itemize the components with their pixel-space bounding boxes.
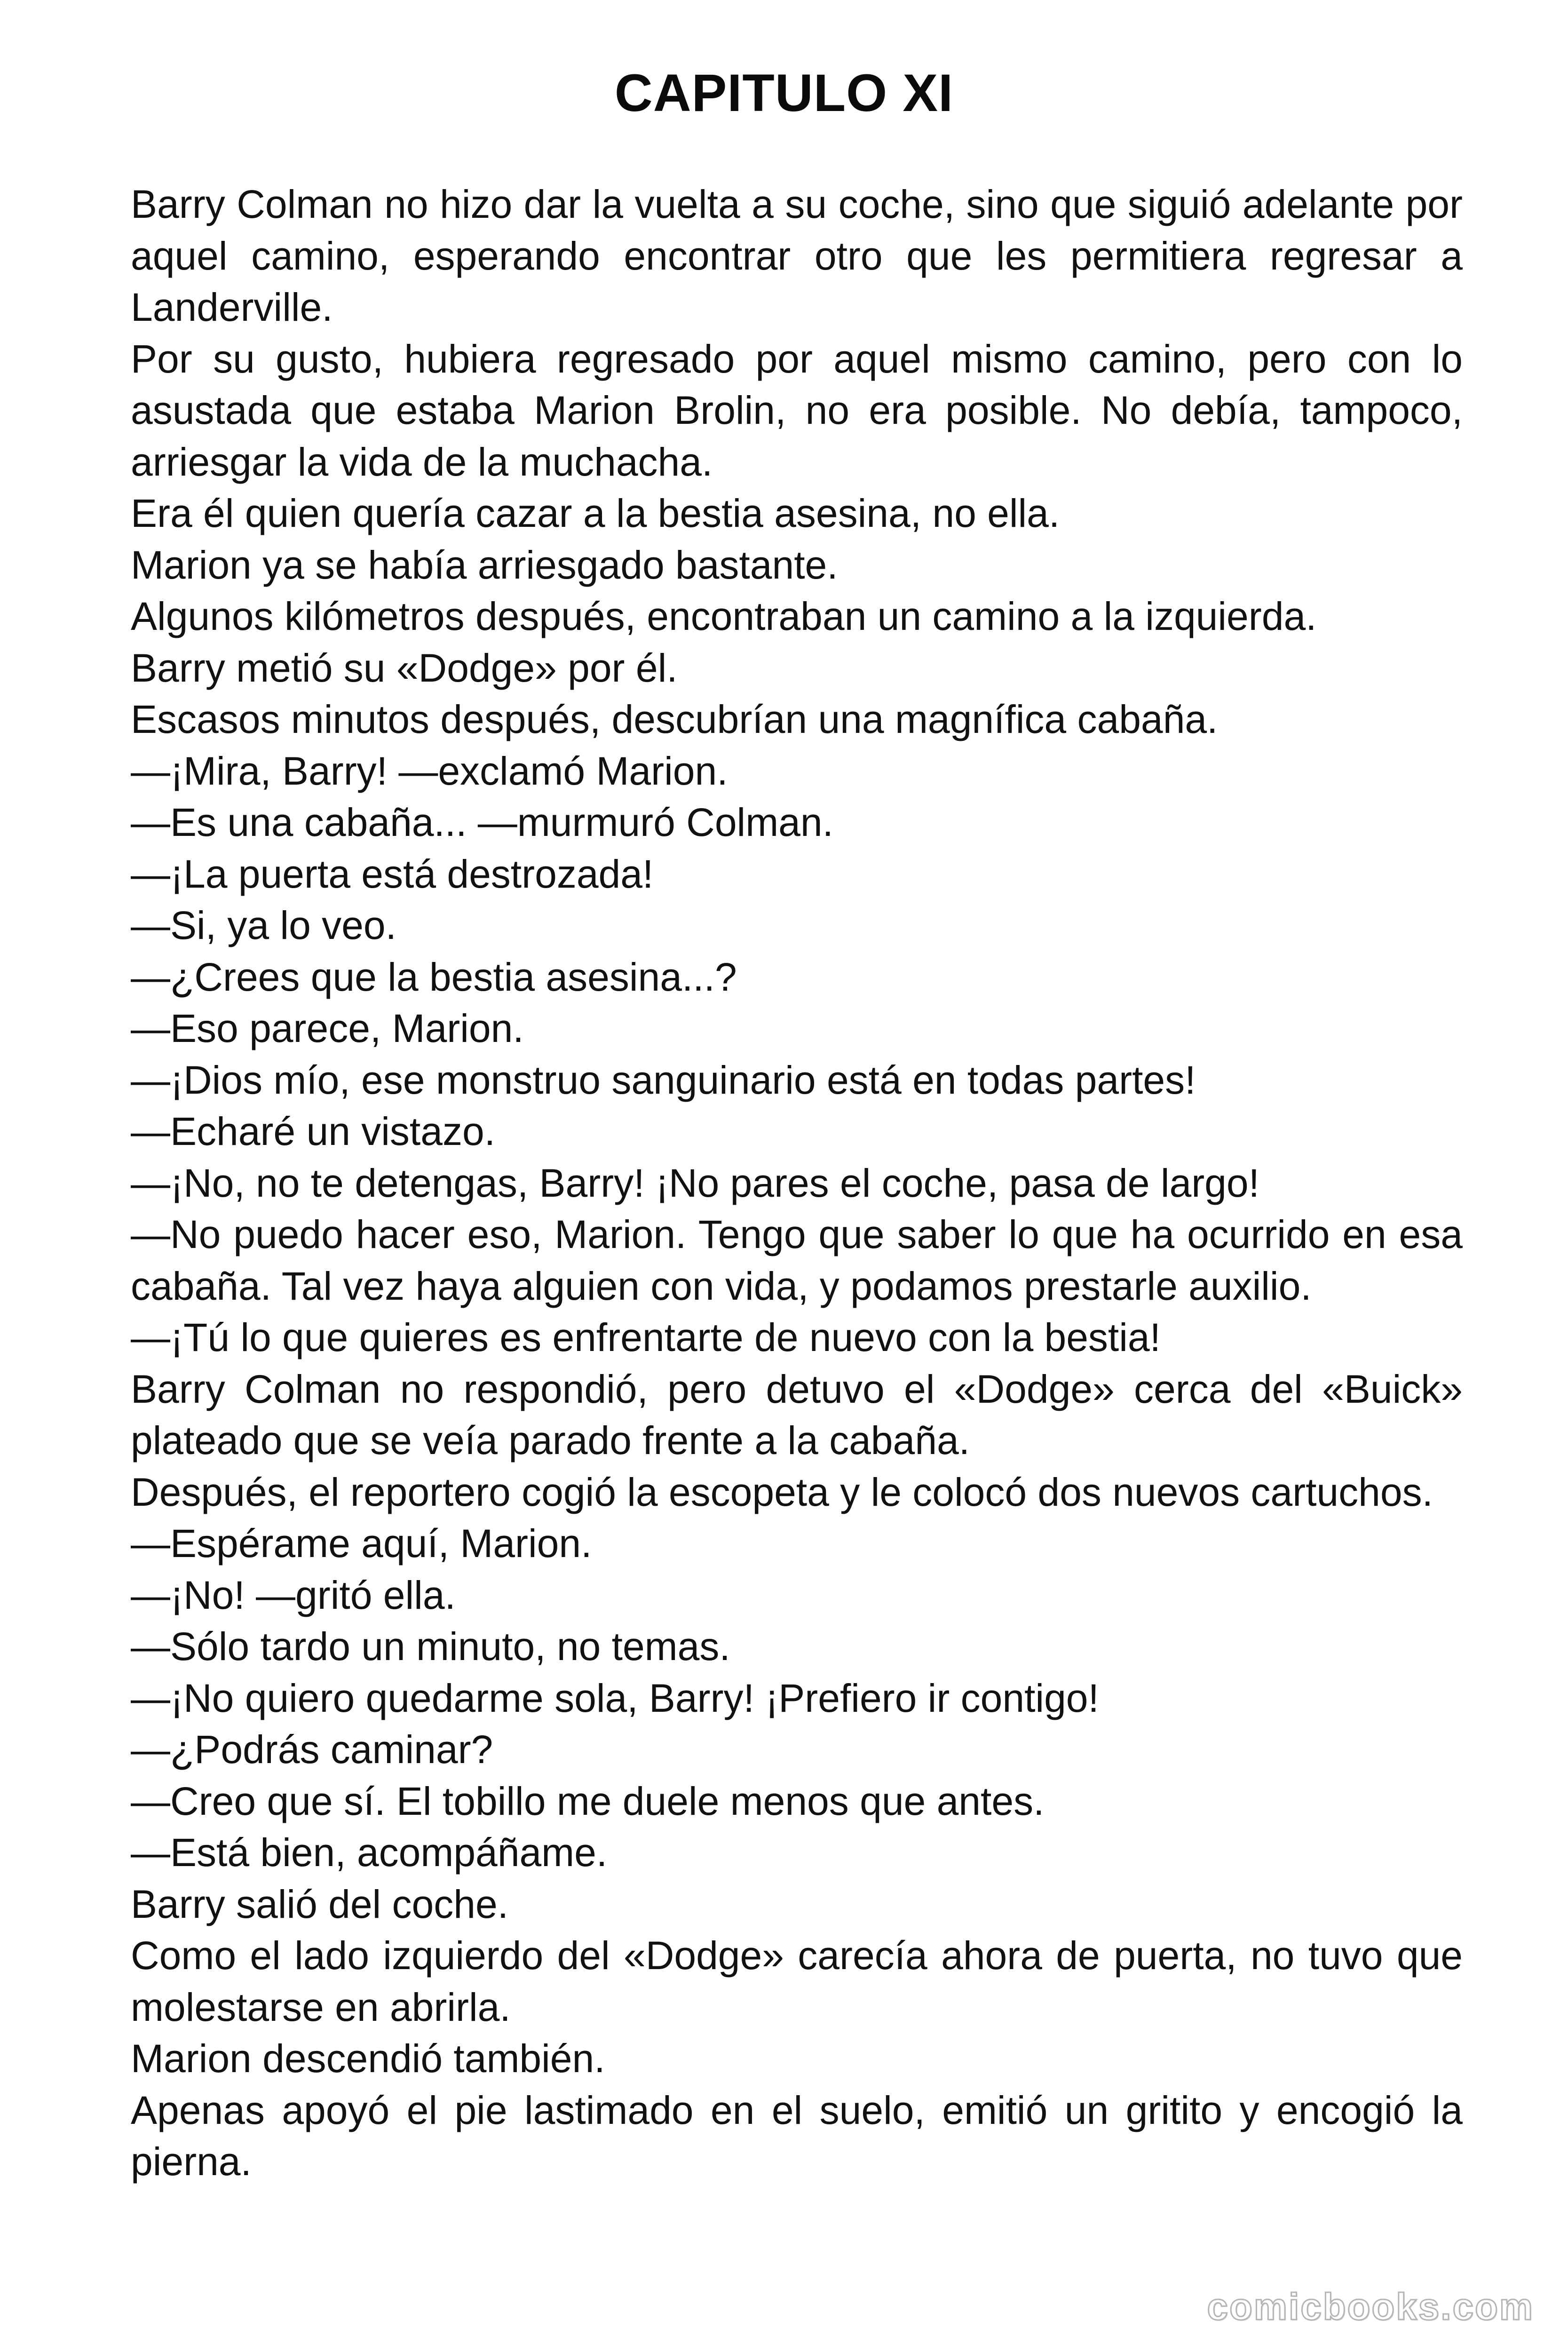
dialogue-line: —¡Mira, Barry! —exclamó Marion. bbox=[131, 748, 728, 793]
paragraph: Marion ya se había arriesgado bastante. bbox=[131, 542, 838, 587]
dialogue-line: —Si, ya lo veo. bbox=[131, 903, 396, 947]
dialogue-line: —Está bien, acompáñame. bbox=[131, 1830, 608, 1875]
chapter-title: CAPITULO XI bbox=[614, 64, 954, 122]
dialogue-line: —Eso parece, Marion. bbox=[131, 1006, 524, 1050]
dialogue-line: —Espérame aquí, Marion. bbox=[131, 1521, 592, 1565]
paragraph: Escasos minutos después, descubrían una magnífica cabaña. bbox=[131, 697, 1218, 741]
paragraph: Barry salió del coche. bbox=[131, 1882, 509, 1926]
paragraph: Apenas apoyó el pie lastimado en el suelo, emitió un gritito y encogió la pierna. bbox=[131, 2088, 1463, 2184]
chapter-body bbox=[131, 179, 1463, 2188]
dialogue-line: —No puedo hacer eso, Marion. Tengo que saber lo que ha ocurrido en esa cabaña. Tal vez haya alguien con vida, y podamos prestarle auxilio. bbox=[131, 1212, 1463, 1308]
paragraph: Algunos kilómetros después, encontraban un camino a la izquierda. bbox=[131, 594, 1317, 638]
dialogue-line: —Creo que sí. El tobillo me duele menos que antes. bbox=[131, 1779, 1045, 1823]
dialogue-line: —Echaré un vistazo. bbox=[131, 1109, 496, 1153]
paragraph: Barry metió su «Dodge» por él. bbox=[131, 645, 678, 690]
dialogue-line: —¡No quiero quedarme sola, Barry! ¡Prefiero ir contigo! bbox=[131, 1676, 1099, 1720]
dialogue-line: —Sólo tardo un minuto, no temas. bbox=[131, 1624, 730, 1669]
paragraph: Era él quien quería cazar a la bestia asesina, no ella. bbox=[131, 491, 1060, 535]
dialogue-line: —¿Crees que la bestia asesina...? bbox=[131, 954, 737, 999]
dialogue-line: —¡No! —gritó ella. bbox=[131, 1573, 456, 1617]
paragraph: Como el lado izquierdo del «Dodge» carecía ahora de puerta, no tuvo que molestarse en abrirla. bbox=[131, 1933, 1463, 2029]
paragraph: Marion descendió también. bbox=[131, 2036, 605, 2081]
dialogue-line: —¿Podrás caminar? bbox=[131, 1727, 493, 1772]
dialogue-line: —¡Tú lo que quieres es enfrentarte de nuevo con la bestia! bbox=[131, 1315, 1161, 1359]
paragraph: Después, el reportero cogió la escopeta y le colocó dos nuevos cartuchos. bbox=[131, 1470, 1433, 1514]
dialogue-line: —¡No, no te detengas, Barry! ¡No pares el coche, pasa de largo! bbox=[131, 1160, 1259, 1205]
watermark: comicbooks.com bbox=[1207, 2286, 1534, 2328]
dialogue-line: —Es una cabaña... —murmuró Colman. bbox=[131, 800, 833, 844]
dialogue-line: —¡La puerta está destrozada! bbox=[131, 851, 654, 896]
paragraph: Barry Colman no respondió, pero detuvo el «Dodge» cerca del «Buick» plateado que se veía parado frente a la cabaña. bbox=[131, 1367, 1463, 1462]
paragraph: Barry Colman no hizo dar la vuelta a su coche, sino que siguió adelante por aquel camino, esperando encontrar otro que les permitiera regresar a Landerville. bbox=[131, 182, 1463, 329]
paragraph: Por su gusto, hubiera regresado por aquel mismo camino, pero con lo asustada que estaba Marion Brolin, no era posible. No debía, tampoco, arriesgar la vida de la muchacha. bbox=[131, 336, 1463, 484]
dialogue-line: —¡Dios mío, ese monstruo sanguinario está en todas partes! bbox=[131, 1057, 1196, 1102]
